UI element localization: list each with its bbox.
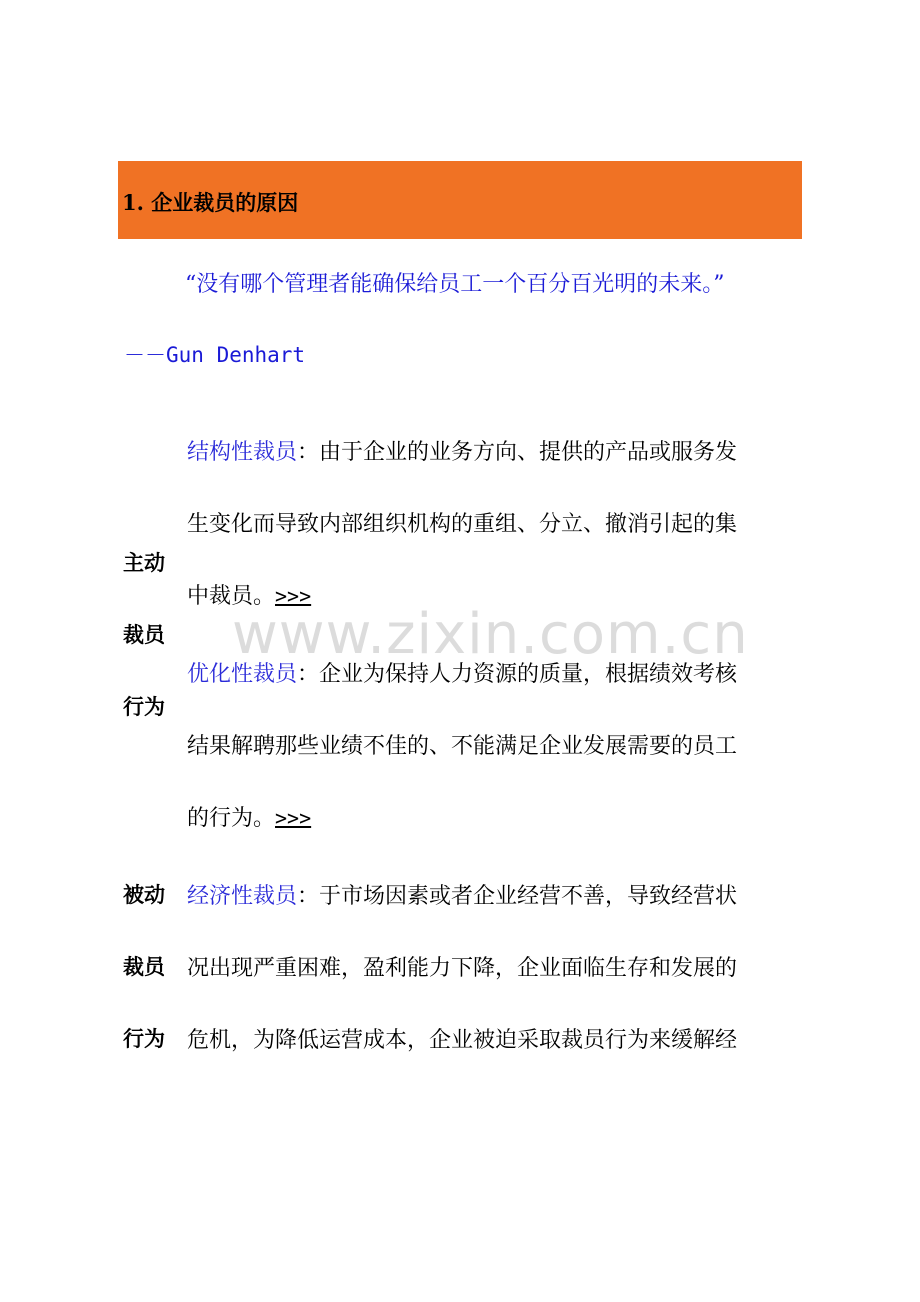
active-layoff-label-line-3: 行为 [123, 694, 165, 719]
active-layoff-label-line-1: 主动 [123, 550, 165, 575]
optimizing-layoff-line-2: 结果解聘那些业绩不佳的、不能满足企业发展需要的员工 [187, 734, 738, 759]
optimizing-layoff-line-1 [187, 657, 737, 688]
economic-layoff-line-2: 况出现严重困难，盈利能力下降，企业面临生存和发展的 [187, 956, 738, 981]
passive-layoff-label-line-2: 裁员 [123, 954, 165, 979]
optimizing-layoff-text-1: ：企业为保持人力资源的质量，根据绩效考核 [297, 662, 738, 687]
structural-layoff-text-1: ：由于企业的业务方向、提供的产品或服务发 [297, 440, 738, 465]
quote-author: －－Gun Denhart [124, 343, 306, 367]
watermark: www.zixin.com.cn [232, 602, 749, 667]
structural-layoff-term: 结构性裁员 [187, 440, 298, 465]
passive-layoff-label-line-3: 行为 [123, 1026, 165, 1051]
optimizing-layoff-line-3 [187, 801, 311, 832]
structural-layoff-line-2: 生变化而导致内部组织机构的重组、分立、撤消引起的集 [187, 512, 738, 537]
optimizing-layoff-text-3: 的行为。 [187, 806, 276, 831]
quote-text: “没有哪个管理者能确保给员工一个百分百光明的未来。” [185, 272, 725, 297]
structural-layoff-line-3 [187, 579, 311, 610]
passive-layoff-label-line-1: 被动 [123, 882, 165, 907]
optimizing-layoff-term: 优化性裁员 [187, 662, 298, 687]
economic-layoff-text-1: ：于市场因素或者企业经营不善，导致经营状 [297, 884, 738, 909]
economic-layoff-line-1 [187, 879, 737, 910]
economic-layoff-line-3: 危机，为降低运营成本，企业被迫采取裁员行为来缓解经 [187, 1028, 738, 1053]
active-layoff-label-line-2: 裁员 [123, 622, 165, 647]
economic-layoff-term: 经济性裁员 [187, 884, 298, 909]
structural-layoff-more-link[interactable]: >>> [275, 584, 312, 608]
structural-layoff-text-3: 中裁员。 [187, 584, 276, 609]
section-title: 1. 企业裁员的原因 [122, 190, 299, 215]
optimizing-layoff-more-link[interactable]: >>> [275, 806, 312, 830]
structural-layoff-line-1 [187, 435, 737, 466]
